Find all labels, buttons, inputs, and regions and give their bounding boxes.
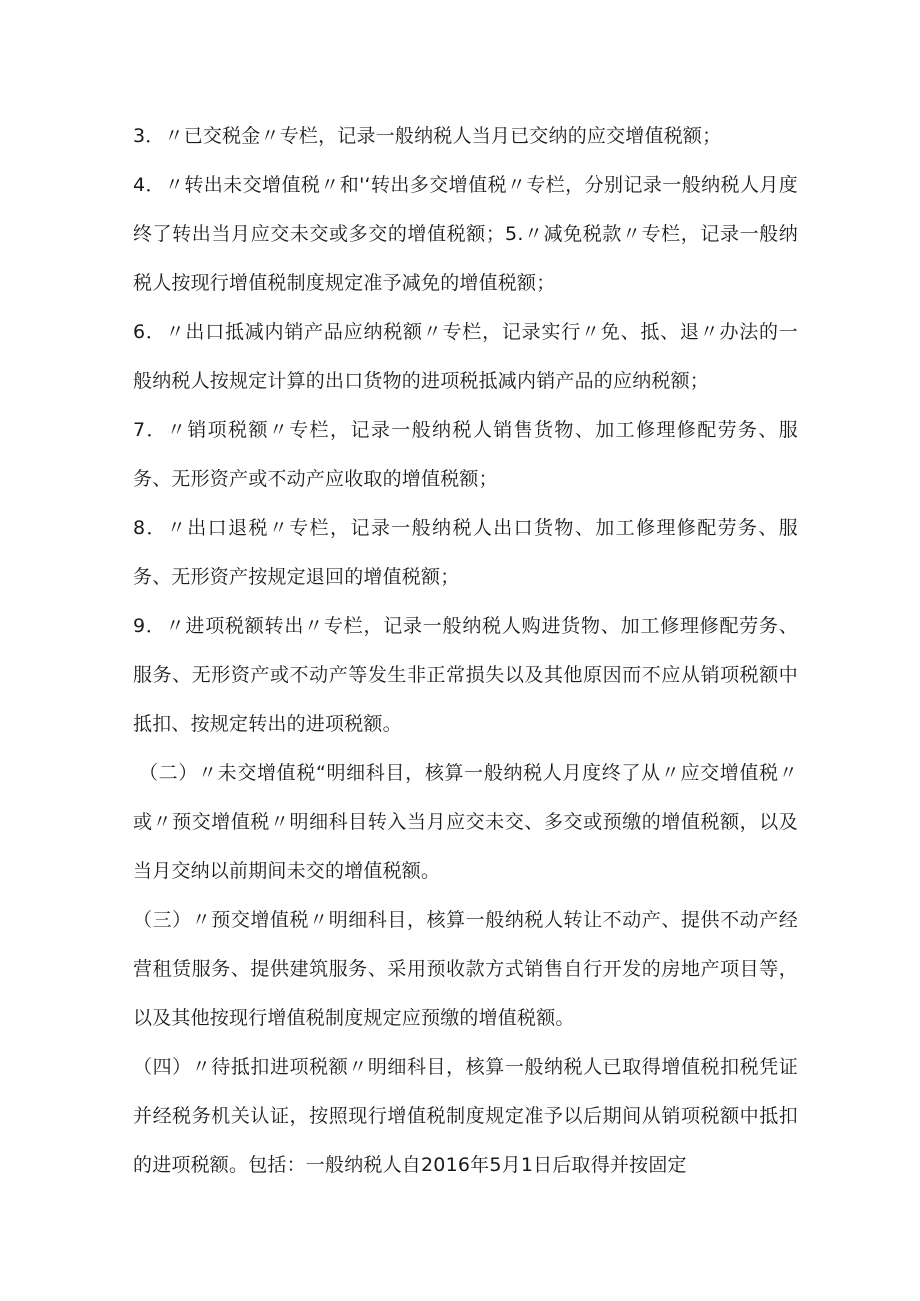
paragraph-item-3: 3．〃已交税金〃专栏，记录一般纳税人当月已交纳的应交增值税额； [133,125,722,147]
paragraph-section-2: （二）〃未交增值税“明细科目，核算一般纳税人月度终了从〃应交增值税〃或〃预交增值税〃明细科目转入当月应交未交、多交或预缴的增值税额，以及当月交纳以前期间未交的增值税额。 [133,762,798,882]
paragraph-item-6: 6．〃出口抵减内销产品应纳税额〃专栏，记录实行〃免、抵、退〃办法的一般纳税人按规定计算的出口货物的进项税抵减内销产品的应纳税额； [133,321,798,392]
paragraph-item-9: 9．〃进项税额转出〃专栏，记录一般纳税人购进货物、加工修理修配劳务、服务、无形资产或不动产等发生非正常损失以及其他原因而不应从销项税额中抵扣、按规定转出的进项税额。 [133,615,798,735]
paragraph-item-7: 7．〃销项税额〃专栏，记录一般纳税人销售货物、加工修理修配劳务、服务、无形资产或不动产应收取的增值税额； [133,419,798,490]
paragraph-section-4: （四）〃待抵扣进项税额〃明细科目，核算一般纳税人已取得增值税扣税凭证并经税务机关认证，按照现行增值税制度规定准予以后期间从销项税额中抵扣的进项税额。包括：一般纳税人自2016年5月1日后取得并按固定 [133,1056,798,1176]
paragraph-item-4-5: 4．〃转出未交增值税〃和'‘转出多交增值税〃专栏，分别记录一般纳税人月度终了转出当月应交未交或多交的增值税额；5.〃减免税款〃专栏，记录一般纳税人按现行增值税制度规定准予减免的增值税额； [133,174,798,294]
paragraph-section-3: （三）〃预交增值税〃明细科目，核算一般纳税人转让不动产、提供不动产经营租赁服务、提供建筑服务、采用预收款方式销售自行开发的房地产项目等，以及其他按现行增值税制度规定应预缴的增值税额。 [133,909,798,1029]
document-body [133,112,798,1190]
paragraph-item-8: 8．〃出口退税〃专栏，记录一般纳税人出口货物、加工修理修配劳务、服务、无形资产按规定退回的增值税额； [133,517,798,588]
